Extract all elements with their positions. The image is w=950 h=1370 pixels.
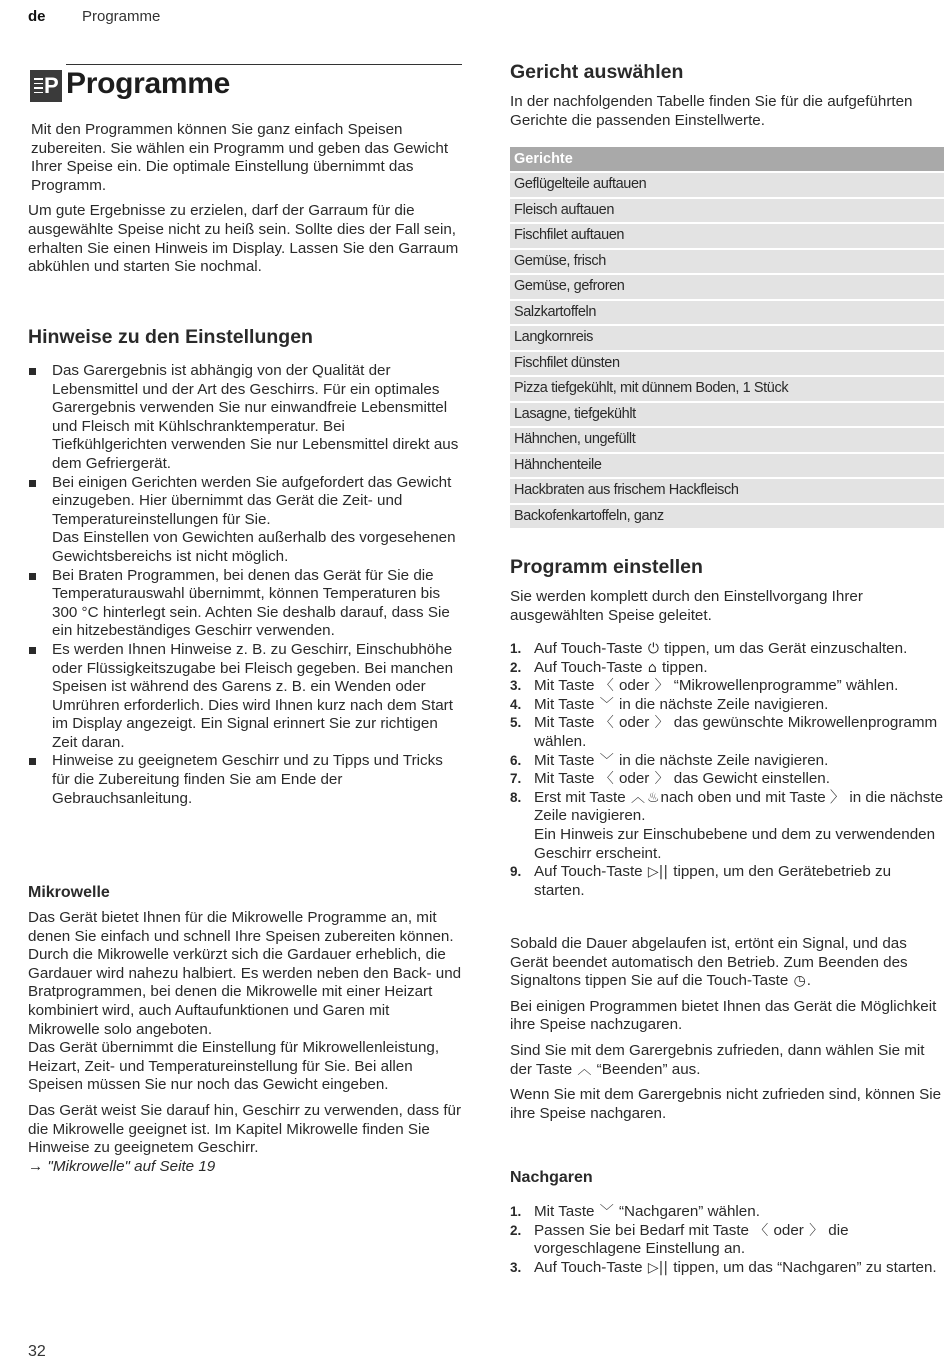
dish-cell: Hähnchen, ungefüllt <box>510 428 944 452</box>
step-item <box>510 770 944 789</box>
step-text: “Nachgaren” wählen. <box>614 1203 760 1220</box>
table-row <box>510 250 944 274</box>
step-number: 2. <box>510 659 522 675</box>
microwave-paragraph: Das Gerät bietet Ihnen für die Mikrowelle Programme an, mit denen Sie einfach und schnell Ihre Speisen zubereiten können. Durch die Mikrowelle verkürzt sich die Gardauer erheblich, die Gardauer wird nahezu halbiert. Es werden neben den Back- und Bratprogrammen, bei denen die Mikrowelle mit einer Heizart kombiniert wird, auch Auftaufunktionen und Garen mit Mikrowelle solo angeboten. <box>28 909 462 1038</box>
microwave-heading: Mikrowelle <box>28 884 110 901</box>
table-row <box>510 326 944 350</box>
chevron-left-icon: 〈 <box>599 771 614 788</box>
programs-icon <box>30 70 62 102</box>
bullet-icon <box>29 647 36 654</box>
step-number: 3. <box>510 678 522 694</box>
timer-icon: ◷ <box>793 973 806 990</box>
dish-cell: Gemüse, frisch <box>510 250 944 274</box>
hints-list-block <box>28 362 462 808</box>
bullet-icon <box>29 573 36 580</box>
step-item <box>510 659 944 678</box>
dishes-table <box>510 145 944 530</box>
chevron-left-icon: 〈 <box>754 1222 769 1239</box>
table-row <box>510 454 944 478</box>
step-text: Mit Taste <box>534 751 599 769</box>
cross-reference-link[interactable]: "Mikrowelle" auf Seite 19 <box>47 1157 216 1175</box>
chevron-down-icon: ﹀ <box>599 1204 614 1220</box>
step-item <box>510 677 944 696</box>
chevron-left-icon: 〈 <box>599 678 614 695</box>
step-number: 6. <box>510 752 522 768</box>
step-text: nach oben und mit Taste 〉 in die nächste Zeile navigieren. <box>534 788 944 825</box>
step-text: tippen. <box>657 658 708 676</box>
dish-cell: Langkornreis <box>510 326 944 350</box>
dish-cell: Fleisch auftauen <box>510 199 944 223</box>
table-row <box>510 377 944 401</box>
step-text: “Mikrowellenprogramme” wählen. <box>669 677 899 695</box>
step-number: 7. <box>510 771 522 787</box>
step-text: oder <box>614 770 654 788</box>
chevron-right-icon: 〉 <box>654 715 669 732</box>
select-dish-heading: Gericht auswählen <box>510 61 684 83</box>
step-text: tippen, um das Gerät einzuschalten. <box>659 640 908 657</box>
list-item: Hinweise zu geeignetem Geschirr und zu Tipps und Tricks für die Zubereitung finden Sie am Ende der Gebrauchsanleitung. <box>28 752 462 808</box>
step-text: Mit Taste <box>534 677 599 695</box>
table-row <box>510 275 944 299</box>
step-text: Mit Taste <box>534 695 599 713</box>
intro-paragraph: Mit den Programmen können Sie ganz einfach Speisen zubereiten. Sie wählen ein Programm und geben das Gewicht Ihrer Speise ein. Die optimale Einstellung übernimmt das Programm. <box>31 121 449 194</box>
page-title: Programme <box>66 67 231 100</box>
step-text: Erst mit Taste <box>534 788 630 806</box>
title-rule <box>66 64 462 65</box>
hint-extra: Das Einstellen von Gewichten außerhalb des vorgesehenen Gewichtsbereichs ist nicht möglich. <box>52 529 456 565</box>
step-text: Mit Taste <box>534 770 599 788</box>
step-text: tippen, um das “Nachgaren” zu starten. <box>669 1258 937 1276</box>
step-number: 2. <box>510 1222 522 1238</box>
step-text: Auf Touch-Taste <box>534 1258 647 1276</box>
step-number: 8. <box>510 789 522 805</box>
table-row <box>510 505 944 529</box>
list-item: Es werden Ihnen Hinweise z. B. zu Geschirr, Einschubhöhe oder Flüssigkeitszugabe bei Fleisch gegeben. Bei manchen Speisen ist während des Garens z. B. ein Wenden oder Umrühren erforderlich. Dies wird Ihnen kurz nach dem Start im Display angezeigt. Ein Signal erinnert Sie zur richtigen Zeit daran. <box>28 641 462 753</box>
dish-cell: Backofenkartoffeln, ganz <box>510 505 944 529</box>
step-text: Auf Touch-Taste <box>534 640 647 657</box>
table-row <box>510 479 944 503</box>
set-program-intro: Sie werden komplett durch den Einstellvorgang Ihrer ausgewählten Speise geleitet. <box>510 588 863 624</box>
list-item: Das Garergebnis ist abhängig von der Qualität der Lebensmittel und der Art des Geschirrs. Für ein optimales Garergebnis verwenden Sie nur einwandfreie Lebensmittel und Fleisch mit Kühlschranktemperatur. Bei Tiefkühlgerichten verwenden Sie nur Lebensmittel direkt aus dem Gefriergerät. <box>28 362 462 474</box>
step-text: Passen Sie bei Bedarf mit Taste <box>534 1221 754 1239</box>
cross-reference[interactable] <box>28 1158 462 1177</box>
table-row <box>510 428 944 452</box>
bullet-icon <box>29 758 36 765</box>
step-text: in die nächste Zeile navigieren. <box>614 751 829 769</box>
chevron-right-icon: 〉 <box>809 1222 824 1239</box>
list-item: Bei Braten Programmen, bei denen das Gerät für Sie die Temperaturauswahl übernimmt, können Temperaturen bis 300 °C hinterlegt sein. Achten Sie deshalb darauf, dass Sie ein hitzebeständiges Geschirr verwenden. <box>28 567 462 641</box>
chevron-up-icon: ︿ <box>577 1061 592 1078</box>
reheat-steps-block <box>510 1203 944 1277</box>
start-pause-icon: ▷|| <box>647 1259 669 1276</box>
dish-cell: Salzkartoffeln <box>510 301 944 325</box>
microwave-text <box>28 909 462 1176</box>
step-item <box>510 752 944 771</box>
step-text: Mit Taste <box>534 1203 599 1220</box>
dish-cell: Fischfilet auftauen <box>510 224 944 248</box>
chevron-down-icon: ﹀ <box>599 696 614 713</box>
dish-cell: Gemüse, gefroren <box>510 275 944 299</box>
language-code: de <box>28 8 46 25</box>
select-dish-intro: In der nachfolgenden Tabelle finden Sie für die aufgeführten Gerichte die passenden Einstellwerte. <box>510 93 913 129</box>
step-number: 4. <box>510 696 522 712</box>
dish-cell: Geflügelteile auftauen <box>510 173 944 197</box>
step-text: Auf Touch-Taste <box>534 863 647 881</box>
home-icon: ⌂ <box>647 659 657 676</box>
bullet-icon <box>29 368 36 375</box>
step-item <box>510 789 944 863</box>
step-text: die vorgeschlagene Einstellung an. <box>534 1221 849 1258</box>
table-header-cell: Gerichte <box>510 147 944 171</box>
page-header <box>28 8 161 27</box>
dish-cell: Pizza tiefgekühlt, mit dünnem Boden, 1 Stück <box>510 377 944 401</box>
step-item <box>510 1222 944 1259</box>
bullet-icon <box>29 480 36 487</box>
signal-paragraph: Sobald die Dauer abgelaufen ist, ertönt ein Signal, und das Gerät beendet automatisch den Betrieb. Zum Beenden des Signaltons tippen Sie auf die Touch-Taste ◷. <box>510 935 908 990</box>
finish-paragraph: Sind Sie mit dem Garergebnis zufrieden, dann wählen Sie mit der Taste ︿ “Beenden” aus. <box>510 1041 925 1078</box>
dishes-table-body <box>510 173 944 528</box>
chevron-down-icon: ﹀ <box>599 752 614 769</box>
start-pause-icon: ▷|| <box>647 864 669 881</box>
table-header-row <box>510 147 944 171</box>
step-note: Ein Hinweis zur Einschubebene und dem zu verwendenden Geschirr erscheint. <box>534 825 936 862</box>
dish-cell: Hähnchenteile <box>510 454 944 478</box>
chevron-right-icon: 〉 <box>654 771 669 788</box>
step-item <box>510 714 944 751</box>
dish-cell: Fischfilet dünsten <box>510 352 944 376</box>
table-row <box>510 352 944 376</box>
intro-text <box>28 121 462 277</box>
step-text: in die nächste Zeile navigieren. <box>614 695 829 713</box>
step-item <box>510 640 944 659</box>
step-item <box>510 863 944 900</box>
step-text: tippen, um den Gerätebetrieb zu starten. <box>534 863 892 899</box>
step-number: 3. <box>510 1259 522 1275</box>
set-program-heading: Programm einstellen <box>510 556 703 578</box>
step-text: Mit Taste <box>534 714 599 732</box>
step-text: das gewünschte Mikrowellenprogramm wählen. <box>534 714 938 750</box>
hints-list <box>28 362 462 808</box>
section-name: Programme <box>82 8 161 25</box>
step-item <box>510 1203 944 1222</box>
dish-cell: Lasagne, tiefgekühlt <box>510 403 944 427</box>
after-steps-text <box>510 935 944 1123</box>
step-item <box>510 1259 944 1278</box>
step-number: 9. <box>510 864 522 880</box>
reheat-steps <box>510 1203 944 1277</box>
table-row <box>510 301 944 325</box>
step-text: oder <box>614 677 654 695</box>
hints-heading: Hinweise zu den Einstellungen <box>28 326 313 348</box>
table-row <box>510 403 944 427</box>
heat-icon: ♨ <box>646 789 660 806</box>
step-text: oder <box>614 714 654 732</box>
step-number: 1. <box>510 1204 522 1219</box>
programs-icon-letter: P <box>44 73 59 98</box>
not-satisfied-paragraph: Wenn Sie mit dem Garergebnis nicht zufrieden sind, können Sie ihre Speise nachgaren. <box>510 1086 942 1122</box>
reheat-paragraph: Bei einigen Programmen bietet Ihnen das Gerät die Möglichkeit ihre Speise nachzugaren. <box>510 997 937 1034</box>
step-text: das Gewicht einstellen. <box>669 770 830 788</box>
chevron-right-icon: 〉 <box>654 678 669 695</box>
step-number: 1. <box>510 641 522 656</box>
reheat-heading: Nachgaren <box>510 1169 593 1186</box>
chevron-left-icon: 〈 <box>599 715 614 732</box>
dish-cell: Hackbraten aus frischem Hackfleisch <box>510 479 944 503</box>
microwave-paragraph: Das Gerät übernimmt die Einstellung für Mikrowellenleistung, Heizart, Zeit- und Temperatureinstellung für Sie. Bei allen Speisen müssen Sie nur noch das Gewicht eingeben. <box>28 1039 440 1094</box>
power-icon: ⏻ <box>647 641 659 657</box>
table-row <box>510 173 944 197</box>
arrow-right-icon: → <box>28 1157 44 1175</box>
step-item <box>510 696 944 715</box>
intro-paragraph: Um gute Ergebnisse zu erzielen, darf der Garraum für die ausgewählte Speise nicht zu heiß sein. Sollte dies der Fall sein, erhalten Sie einen Hinweis im Display. Lassen Sie den Garraum abkühlen und starten Sie nochmal. <box>28 202 459 276</box>
chevron-up-icon: ︿ <box>630 789 645 806</box>
set-program-steps-block <box>510 640 944 900</box>
set-program-steps <box>510 640 944 900</box>
table-row <box>510 199 944 223</box>
step-number: 5. <box>510 715 522 731</box>
table-row <box>510 224 944 248</box>
step-text: oder <box>769 1221 809 1239</box>
page-number: 32 <box>28 1343 46 1360</box>
step-text: Auf Touch-Taste <box>534 658 647 676</box>
microwave-paragraph: Das Gerät weist Sie darauf hin, Geschirr zu verwenden, dass für die Mikrowelle geeignet ist. Im Kapitel Mikrowelle finden Sie Hinweise zu geeignetem Geschirr. <box>28 1101 462 1157</box>
list-item: Bei einigen Gerichten werden Sie aufgefordert das Gewicht einzugeben. Hier übernimmt das Gerät die Zeit- und Temperatureinstellungen für Sie. Das Einstellen von Gewichten außerhalb des vorgesehenen Gewichtsbereichs ist nicht möglich. <box>28 474 462 567</box>
